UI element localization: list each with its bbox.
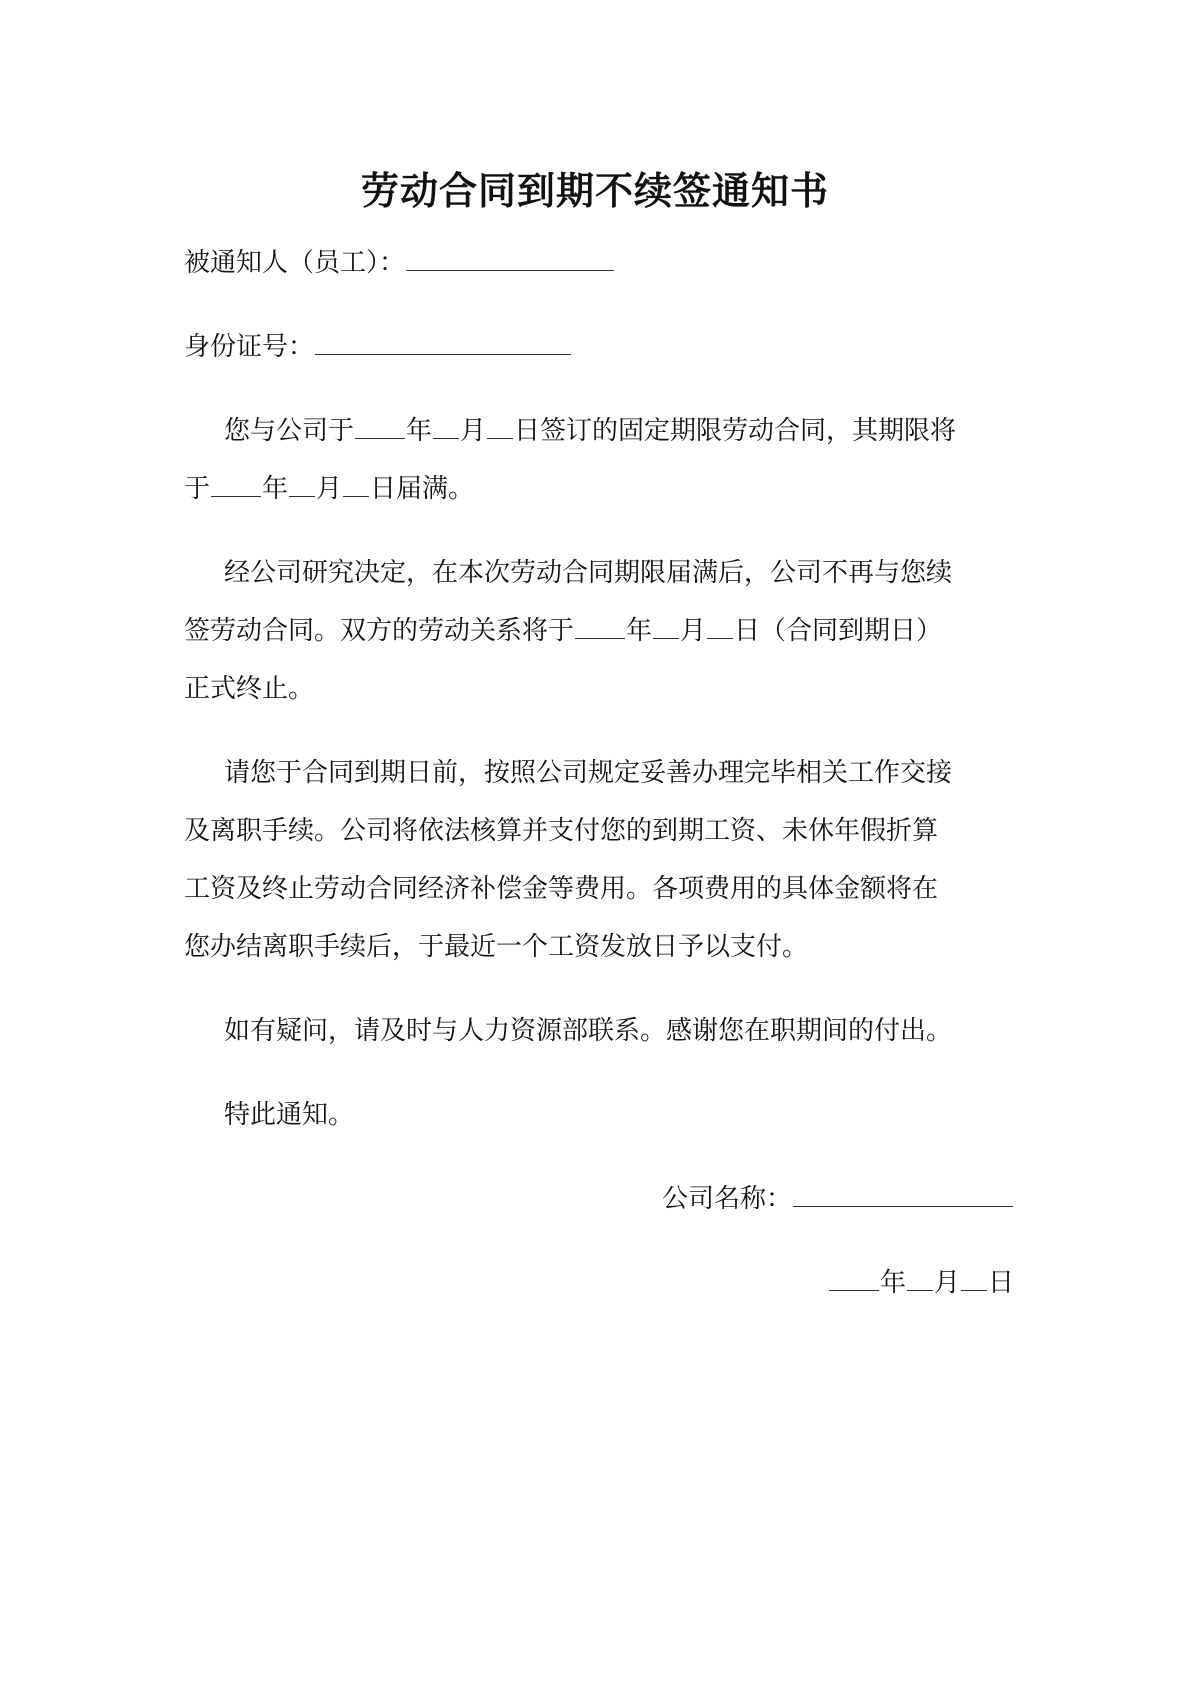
company-name-blank[interactable]: [793, 1182, 1013, 1207]
para1-text: 您与公司于: [224, 416, 355, 446]
signature-date-field: [828, 1266, 1014, 1300]
recipient-blank[interactable]: [406, 246, 614, 271]
para3-line3: 工资及终止劳动合同经济补偿金等费用。各项费用的具体金额将在: [184, 874, 939, 904]
para1-line1: [224, 414, 1054, 448]
id-field: [184, 330, 1014, 364]
para1-text: 于: [184, 474, 211, 504]
sign-day-blank[interactable]: [487, 414, 513, 439]
para1-text: 日届满。: [370, 474, 475, 504]
sign-month-blank[interactable]: [433, 414, 459, 439]
para2-line3: 正式终止。: [184, 674, 315, 704]
para4-line: 如有疑问，请及时与人力资源部联系。感谢您在职期间的付出。: [224, 1016, 953, 1046]
year-unit: 年: [879, 1268, 906, 1298]
id-blank[interactable]: [315, 330, 571, 355]
month-unit: 月: [933, 1268, 960, 1298]
expiry-year-blank[interactable]: [211, 472, 261, 497]
year-unit: 年: [406, 416, 433, 446]
sign-year-blank[interactable]: [355, 414, 405, 439]
id-label: 身份证号：: [184, 332, 315, 362]
month-unit: 月: [680, 616, 707, 646]
expiry-month-blank[interactable]: [289, 472, 315, 497]
termination-day-blank[interactable]: [707, 614, 733, 639]
para2-text: 签劳动合同。双方的劳动关系将于: [184, 616, 575, 646]
month-unit: 月: [460, 416, 487, 446]
day-unit: 日: [987, 1268, 1014, 1298]
para3-line4: 您办结离职手续后，于最近一个工资发放日予以支付。: [184, 932, 809, 962]
recipient-label: 被通知人（员工）：: [184, 248, 406, 278]
company-name-field: [662, 1182, 1014, 1216]
para2-line1: 经公司研究决定，在本次劳动合同期限届满后，公司不再与您续: [224, 558, 953, 588]
year-unit: 年: [262, 474, 289, 504]
recipient-field: [184, 246, 1014, 280]
document-title: 劳动合同到期不续签通知书: [360, 168, 829, 213]
expiry-day-blank[interactable]: [343, 472, 369, 497]
signature-year-blank[interactable]: [829, 1266, 879, 1291]
para1-text: 日签订的固定期限劳动合同，其期限将: [514, 416, 957, 446]
para2-line2: [184, 614, 1014, 648]
para2-text: 日（合同到期日）: [734, 616, 943, 646]
signature-day-blank[interactable]: [961, 1266, 987, 1291]
termination-year-blank[interactable]: [575, 614, 625, 639]
year-unit: 年: [626, 616, 653, 646]
month-unit: 月: [316, 474, 343, 504]
company-name-label: 公司名称：: [661, 1184, 792, 1214]
para3-line1: 请您于合同到期日前，按照公司规定妥善办理完毕相关工作交接: [224, 758, 953, 788]
termination-month-blank[interactable]: [653, 614, 679, 639]
signature-month-blank[interactable]: [907, 1266, 933, 1291]
para1-line2: [184, 472, 1014, 506]
para5-line: 特此通知。: [224, 1100, 355, 1130]
para3-line2: 及离职手续。公司将依法核算并支付您的到期工资、未休年假折算: [184, 816, 939, 846]
